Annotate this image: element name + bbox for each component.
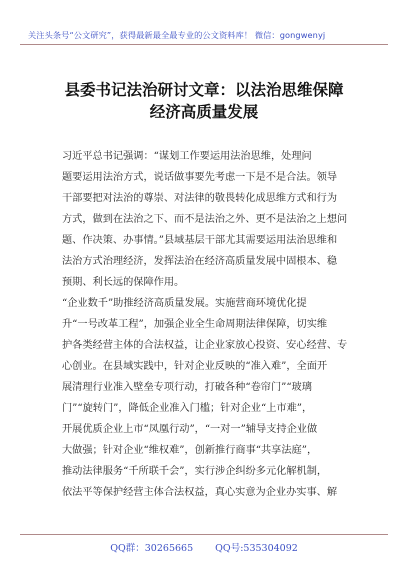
header-banner	[20, 8, 388, 38]
footer-qq-number: QQ号:535304092	[215, 543, 298, 554]
footer	[0, 540, 408, 554]
text-line: 升“一号改革工程”，加强企业全生命周期法律保障，切实维	[62, 319, 328, 330]
text-line: 心创业。在县域实践中，针对企业反映的“准入难”，全面开	[62, 361, 328, 372]
document-title	[40, 79, 368, 123]
text-line: 题要运用法治方式，说话做事要先考虑一下是不是合法。领导	[62, 172, 338, 183]
text-line: 预期、利长远的保障作用。	[62, 277, 185, 288]
text-line: 展清理行业准入壁垒专项行动，打破各种“卷帘门”“玻璃	[62, 382, 312, 393]
header-banner-text: 关注头条号“公文研究”，获得最新最全最专业的公文资料库！ 微信：gongwenyj	[28, 30, 326, 40]
title-line: 县委书记法治研讨文章：以法治思维保障	[64, 81, 344, 99]
text-line: 开展优质企业上市“凤凰行动”，“一对一”辅导支持企业做	[62, 424, 318, 435]
text-line: 题、作决策、办事情。”县域基层干部尤其需要运用法治思维和	[62, 235, 338, 246]
text-line: 方式，做到在法治之下、而不是法治之外、更不是法治之上想问	[62, 214, 348, 225]
text-line: 推动法律服务“千所联千会”，实行涉企纠纷多元化解机制，	[62, 466, 328, 477]
text-line: 门”“旋转门”，降低企业准入门槛；针对企业“上市难”，	[62, 403, 313, 414]
text-line: 习近平总书记强调：“谋划工作要运用法治思维，处理问	[62, 151, 312, 162]
text-line: 护各类经营主体的合法权益，让企业家放心投资、安心经营、专	[62, 340, 348, 351]
footer-qq-group: QQ群：30265665	[110, 543, 194, 554]
title-line: 经济高质量发展	[149, 103, 259, 121]
document-body	[62, 146, 362, 503]
footer-divider	[20, 534, 388, 535]
text-line: “企业数千”助推经济高质量发展。实施营商环境优化提	[62, 298, 307, 309]
text-line: 依法平等保护经营主体合法权益，真心实意为企业办实事、解	[62, 487, 338, 498]
header-divider	[20, 44, 388, 45]
text-line: 大做强；针对企业“维权难”，创新推行商事“共享法庭”，	[62, 445, 318, 456]
text-line: 干部要把对法治的尊崇、对法律的敬畏转化成思维方式和行为	[62, 193, 338, 204]
text-line: 法治方式治理经济，发挥法治在经济高质量发展中固根本、稳	[62, 256, 338, 267]
